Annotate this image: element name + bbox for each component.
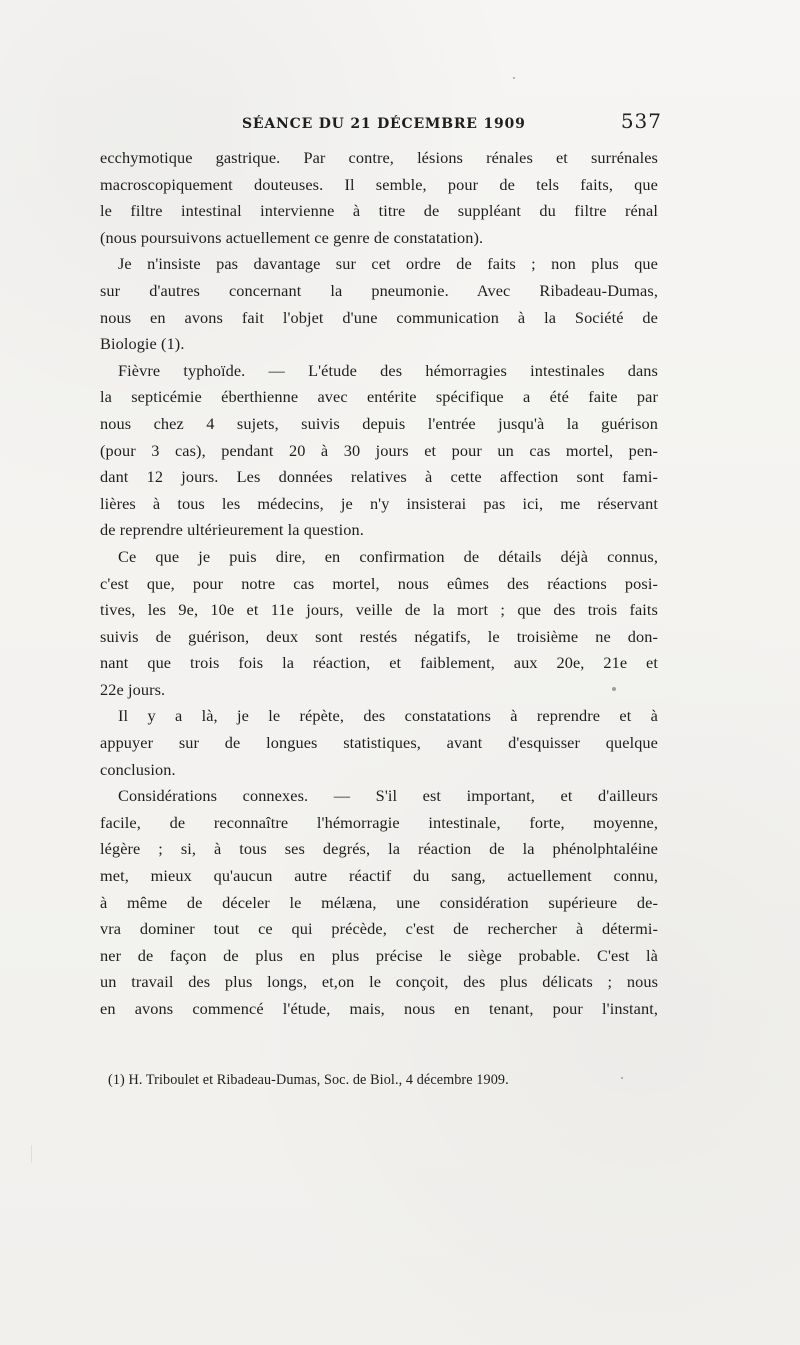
page-edge-shadow <box>31 1145 32 1163</box>
body-line: appuyer sur de longues statistiques, avant d'esquisser quelque <box>100 733 658 753</box>
body-line: 22e jours. <box>100 679 166 699</box>
body-line: nous en avons fait l'objet d'une communication à la Société de <box>100 307 658 327</box>
body-line: dant 12 jours. Les données relatives à cette affection sont fami- <box>100 467 658 487</box>
body-line: conclusion. <box>100 759 176 779</box>
body-line: ner de façon de plus en plus précise le siège probable. C'est là <box>100 945 658 965</box>
body-line: Considérations connexes. — S'il est important, et d'ailleurs <box>118 786 658 806</box>
body-line: le filtre intestinal intervienne à titre de suppléant du filtre rénal <box>100 201 658 221</box>
footnote: (1) H. Triboulet et Ribadeau-Dumas, Soc. de Biol., 4 décembre 1909. <box>108 1072 509 1088</box>
paper-speck <box>621 1077 623 1079</box>
body-line: Ce que je puis dire, en confirmation de détails déjà connus, <box>118 546 658 566</box>
body-line: à même de déceler le mélæna, une considération supérieure de- <box>100 892 658 912</box>
body-line: de reprendre ultérieurement la question. <box>100 520 364 540</box>
body-line: vra dominer tout ce qui précède, c'est de rechercher à détermi- <box>100 919 658 939</box>
body-line: un travail des plus longs, et,on le conçoit, des plus délicats ; nous <box>100 972 658 992</box>
body-line: en avons commencé l'étude, mais, nous en tenant, pour l'instant, <box>100 999 658 1018</box>
header-title: SÉANCE DU 21 DÉCEMBRE 1909 <box>242 116 526 132</box>
body-line: Fièvre typhoïde. — L'étude des hémorragies intestinales dans <box>118 360 658 380</box>
body-line: tives, les 9e, 10e et 11e jours, veille de la mort ; que des trois faits <box>100 600 658 620</box>
body-line: Je n'insiste pas davantage sur cet ordre de faits ; non plus que <box>118 254 658 274</box>
body-line: nous chez 4 sujets, suivis depuis l'entrée jusqu'à la guérison <box>100 413 658 433</box>
body-line: ecchymotique gastrique. Par contre, lésions rénales et surrénales <box>100 148 658 167</box>
body-text <box>100 145 658 1045</box>
body-line: suivis de guérison, deux sont restés négatifs, le troisième ne don- <box>100 626 658 646</box>
body-line: sur d'autres concernant la pneumonie. Avec Ribadeau-Dumas, <box>100 280 658 300</box>
page-number: 537 <box>620 109 662 133</box>
body-line: nant que trois fois la réaction, et faiblement, aux 20e, 21e et <box>100 653 658 673</box>
body-line: Biologie (1). <box>100 334 185 354</box>
page-header <box>242 109 662 136</box>
body-line: lières à tous les médecins, je n'y insisterai pas ici, me réservant <box>100 493 658 513</box>
body-line: Il y a là, je le répète, des constatations à reprendre et à <box>118 706 658 726</box>
body-line: (nous poursuivons actuellement ce genre de constatation). <box>100 227 484 247</box>
paper-speck <box>513 77 515 79</box>
body-line: la septicémie éberthienne avec entérite spécifique a été faite par <box>100 387 658 407</box>
body-line: facile, de reconnaître l'hémorragie intestinale, forte, moyenne, <box>100 812 658 832</box>
body-line: légère ; si, à tous ses degrés, la réaction de la phénolphtaléine <box>100 839 658 859</box>
body-line: c'est que, pour notre cas mortel, nous eûmes des réactions posi- <box>100 573 658 593</box>
body-line: met, mieux qu'aucun autre réactif du sang, actuellement connu, <box>100 866 658 886</box>
body-line: macroscopiquement douteuses. Il semble, pour de tels faits, que <box>100 174 658 194</box>
body-line: (pour 3 cas), pendant 20 à 30 jours et pour un cas mortel, pen- <box>100 440 658 460</box>
